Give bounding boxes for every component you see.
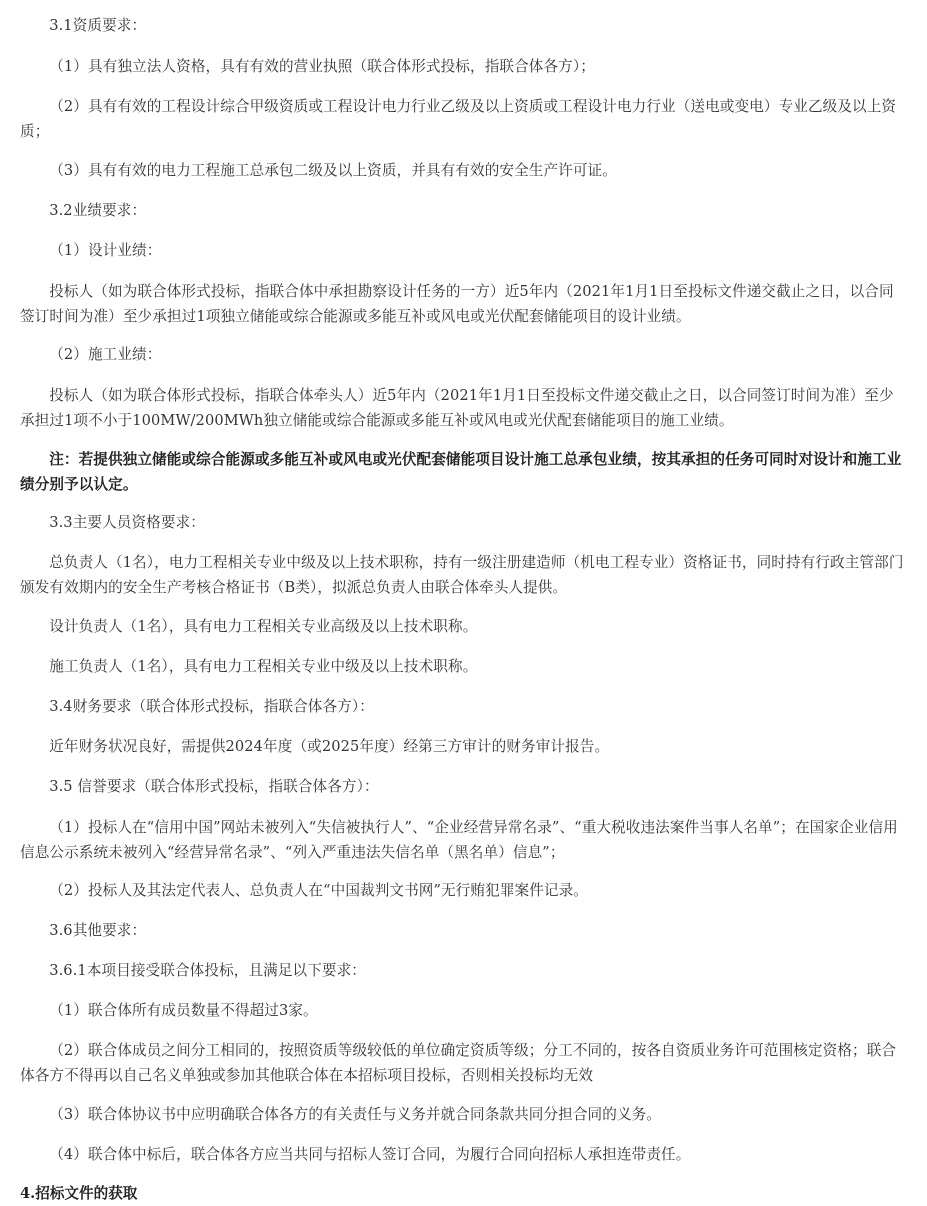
heading-credit: 3.5 信誉要求（联合体形式投标，指联合体各方）： bbox=[49, 778, 379, 795]
paragraph-credit-1: （1）投标人在“信用中国”网站未被列入“失信被执行人”、“企业经营异常名录”、“重大税收违法案件当事人名单”；在国家企业信用信息公示系统未被列入“经营异常名录”、“列入严重违法失信名单（黑名单）信息”； bbox=[20, 819, 898, 861]
subheading-design-performance: （1）设计业绩： bbox=[49, 242, 162, 259]
paragraph-design-manager: 设计负责人（1名），具有电力工程相关专业高级及以上技术职称。 bbox=[49, 618, 478, 635]
next-section-heading-clipped bbox=[20, 1181, 906, 1202]
paragraph-financial: 近年财务状况良好，需提供2024年度（或2025年度）经第三方审计的财务审计报告。 bbox=[49, 738, 610, 755]
paragraph-consortium-2: （2）联合体成员之间分工相同的，按照资质等级较低的单位确定资质等级；分工不同的，按各自资质业务许可范围核定资格；联合体各方不得再以自己名义单独或参加其他联合体在本招标项目投标，否则相关投标均无效 bbox=[20, 1042, 897, 1084]
paragraph-qualification-1: （1）具有独立法人资格，具有有效的营业执照（联合体形式投标，指联合体各方）； bbox=[49, 58, 595, 75]
heading-personnel: 3.3主要人员资格要求： bbox=[49, 514, 205, 531]
paragraph-qualification-3: （3）具有有效的电力工程施工总承包二级及以上资质，并具有有效的安全生产许可证。 bbox=[49, 162, 617, 179]
heading-performance: 3.2业绩要求： bbox=[49, 202, 147, 219]
paragraph-consortium-1: （1）联合体所有成员数量不得超过3家。 bbox=[49, 1002, 318, 1019]
paragraph-design-performance: 投标人（如为联合体形式投标，指联合体中承担勘察设计任务的一方）近5年内（2021年1月1日至投标文件递交截止之日，以合同签订时间为准）至少承担过1项独立储能或综合能源或多能互补或风电或光伏配套储能项目的设计业绩。 bbox=[20, 283, 894, 325]
paragraph-credit-2: （2）投标人及其法定代表人、总负责人在“中国裁判文书网”无行贿犯罪案件记录。 bbox=[49, 882, 588, 899]
paragraph-consortium-3: （3）联合体协议书中应明确联合体各方的有关责任与义务并就合同条款共同分担合同的义务。 bbox=[49, 1106, 662, 1123]
subheading-construction-performance: （2）施工业绩： bbox=[49, 346, 162, 363]
heading-qualification: 3.1资质要求： bbox=[49, 17, 147, 34]
heading-other: 3.6其他要求： bbox=[49, 922, 147, 939]
paragraph-consortium-4: （4）联合体中标后，联合体各方应当共同与招标人签订合同，为履行合同向招标人承担连带责任。 bbox=[49, 1146, 691, 1163]
subheading-consortium: 3.6.1本项目接受联合体投标，且满足以下要求： bbox=[49, 962, 367, 979]
heading-financial: 3.4财务要求（联合体形式投标，指联合体各方）： bbox=[49, 698, 374, 715]
paragraph-qualification-2: （2）具有有效的工程设计综合甲级资质或工程设计电力行业乙级及以上资质或工程设计电力行业（送电或变电）专业乙级及以上资质； bbox=[20, 98, 897, 140]
paragraph-construction-manager: 施工负责人（1名），具有电力工程相关专业中级及以上技术职称。 bbox=[49, 658, 478, 675]
paragraph-construction-performance: 投标人（如为联合体形式投标，指联合体牵头人）近5年内（2021年1月1日至投标文件递交截止之日，以合同签订时间为准）至少承担过1项不小于100MW/200MWh独立储能或综合能源或多能互补或风电或光伏配套储能项目的施工业绩。 bbox=[20, 387, 894, 429]
note-epc-performance: 注：若提供独立储能或综合能源或多能互补或风电或光伏配套储能项目设计施工总承包业绩，按其承担的任务可同时对设计和施工业绩分别予以认定。 bbox=[20, 451, 902, 493]
next-section-heading: 4.招标文件的获取 bbox=[20, 1185, 138, 1202]
paragraph-general-manager: 总负责人（1名），电力工程相关专业中级及以上技术职称，持有一级注册建造师（机电工程专业）资格证书，同时持有行政主管部门颁发有效期内的安全生产考核合格证书（B类），拟派总负责人由联合体牵头人提供。 bbox=[20, 554, 904, 596]
